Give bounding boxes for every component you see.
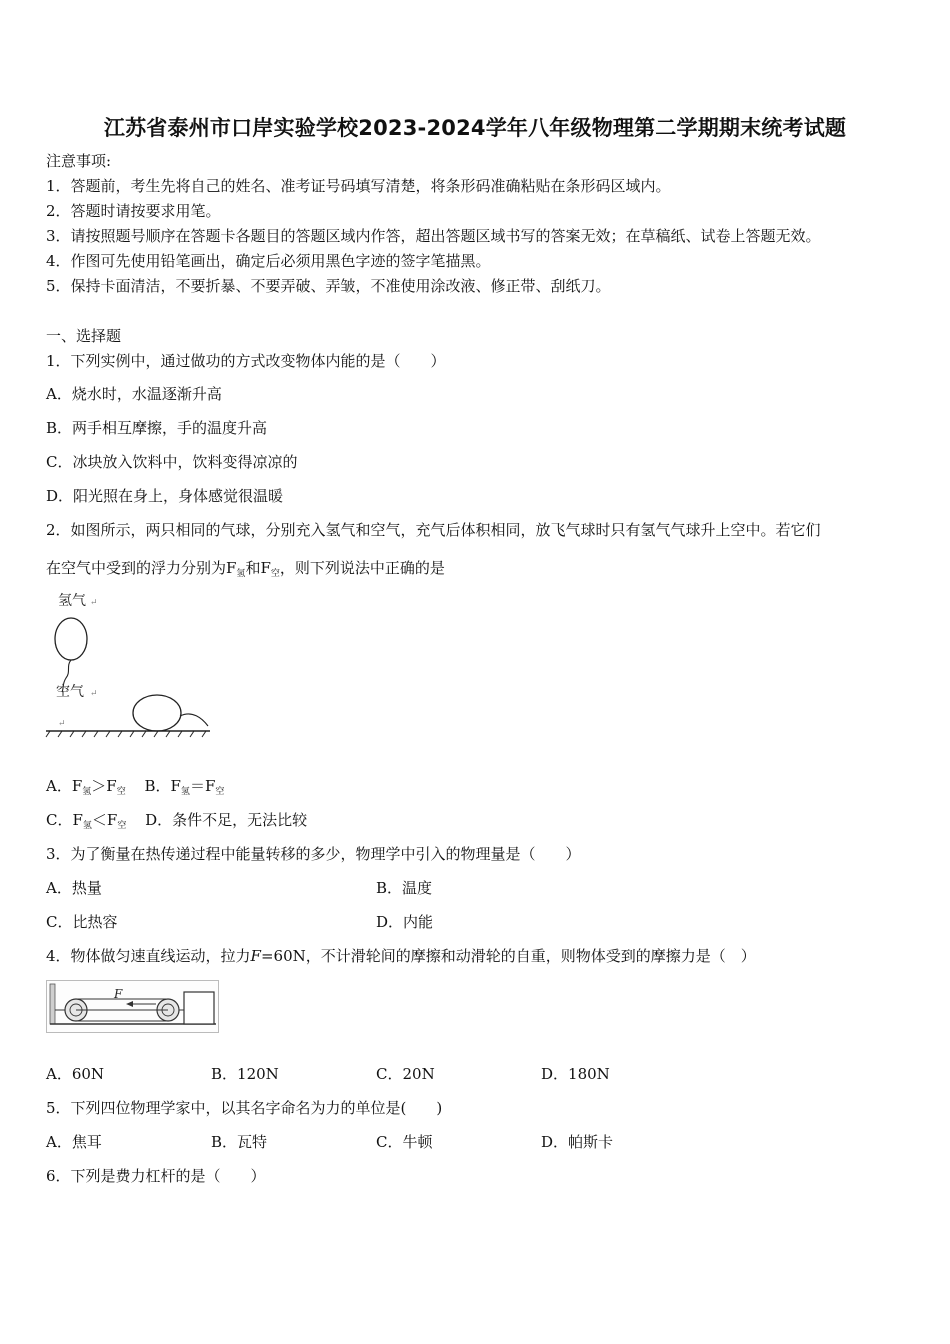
notice-item-1: 1．答题前，考生先将自己的姓名、准考证号码填写清楚，将条形码准确粘贴在条形码区域内。 <box>46 177 671 195</box>
q3-option-a: A．热量 <box>46 879 102 897</box>
balloon-diagram <box>44 588 214 738</box>
q2-stem-text-b: 和F <box>245 559 271 577</box>
q3-option-b: B．温度 <box>376 879 433 897</box>
q2-option-c: C．$F_氢<F_空$ <box>46 811 127 831</box>
figure-return-mark: ↵ <box>58 719 66 729</box>
q5-option-c: C．牛顿 <box>376 1133 433 1151</box>
q2-stem-line2 <box>46 557 445 579</box>
air-balloon <box>133 695 181 731</box>
air-label: 空气 <box>56 684 84 700</box>
q1-option-c: C．冰块放入饮料中，饮料变得凉凉的 <box>46 453 298 471</box>
q5-option-a: A．焦耳 <box>46 1133 102 1151</box>
page-title: 江苏省泰州市口岸实验学校2023-2024学年八年级物理第二学期期末统考试题 <box>103 116 847 140</box>
q1-option-a: A．烧水时，水温逐渐升高 <box>46 385 222 403</box>
hydrogen-balloon <box>55 618 87 660</box>
q1-option-b: B．两手相互摩擦，手的温度升高 <box>46 419 268 437</box>
q2-option-d: D．条件不足，无法比较 <box>145 811 308 829</box>
q4-force-var: F <box>250 947 261 965</box>
q1-stem: 1．下列实例中，通过做功的方式改变物体内能的是（ ） <box>46 352 446 370</box>
ground-hatching <box>46 731 206 737</box>
q4-pulley-figure <box>46 980 221 1034</box>
q4-stem: 4．物体做匀速直线运动，拉力F=60N，不计滑轮间的摩擦和动滑轮的自重，则物体受到的摩擦力是（ ） <box>46 947 756 965</box>
hydrogen-label-return-mark: ↵ <box>90 598 98 608</box>
q5-stem: 5．下列四位物理学家中，以其名字命名为力的单位是( ) <box>46 1099 443 1117</box>
section-heading: 一、选择题 <box>46 327 122 345</box>
air-label-return-mark: ↵ <box>90 689 98 699</box>
q2-option-a: A．$F_氢>F_空$ <box>46 777 126 797</box>
q2-stem-text-a: 在空气中受到的浮力分别为F <box>46 559 237 577</box>
q6-stem: 6．下列是费力杠杆的是（ ） <box>46 1167 266 1185</box>
pulley-diagram <box>46 980 221 1034</box>
q5-option-d: D．帕斯卡 <box>541 1133 614 1151</box>
q2-sub-hydrogen: 氢 <box>236 569 246 579</box>
q2-stem-text-c: ，则下列说法中正确的是 <box>279 559 445 577</box>
q4-option-d: D．180N <box>541 1065 610 1083</box>
hydrogen-label: 氢气 <box>58 593 86 609</box>
notice-heading: 注意事项: <box>46 152 112 170</box>
q4-option-b: B．120N <box>211 1065 279 1083</box>
q2-options-row-2 <box>46 809 307 831</box>
q5-option-b: B．瓦特 <box>211 1133 268 1151</box>
q2-options-row-1 <box>46 775 224 797</box>
q1-option-d: D．阳光照在身上，身体感觉很温暖 <box>46 487 284 505</box>
q2-stem-line1: 2．如图所示，两只相同的气球，分别充入氢气和空气，充气后体积相同，放飞气球时只有氢气气球升上空中。若它们 <box>46 521 821 539</box>
notice-item-2: 2．答题时请按要求用笔。 <box>46 202 221 220</box>
notice-item-3: 3．请按照题号顺序在答题卡各题目的答题区域内作答，超出答题区域书写的答案无效；在草稿纸、试卷上答题无效。 <box>46 227 821 245</box>
wall <box>50 984 55 1024</box>
q4-option-c: C．20N <box>376 1065 435 1083</box>
q3-option-c: C．比热容 <box>46 913 118 931</box>
q2-balloon-figure <box>44 588 214 738</box>
q3-option-d: D．内能 <box>376 913 434 931</box>
force-label: F <box>114 987 123 1001</box>
q2-sub-air: 空 <box>270 569 280 579</box>
q3-stem: 3．为了衡量在热传递过程中能量转移的多少，物理学中引入的物理量是（ ） <box>46 845 581 863</box>
notice-item-5: 5．保持卡面清洁，不要折暴、不要弄破、弄皱，不准使用涂改液、修正带、刮纸刀。 <box>46 277 611 295</box>
q4-option-a: A．60N <box>46 1065 105 1083</box>
block <box>184 992 214 1024</box>
air-balloon-string <box>180 714 208 726</box>
notice-item-4: 4．作图可先使用铅笔画出，确定后必须用黑色字迹的签字笔描黑。 <box>46 252 491 270</box>
q2-option-b: B．$F_氢=F_空$ <box>144 777 225 797</box>
